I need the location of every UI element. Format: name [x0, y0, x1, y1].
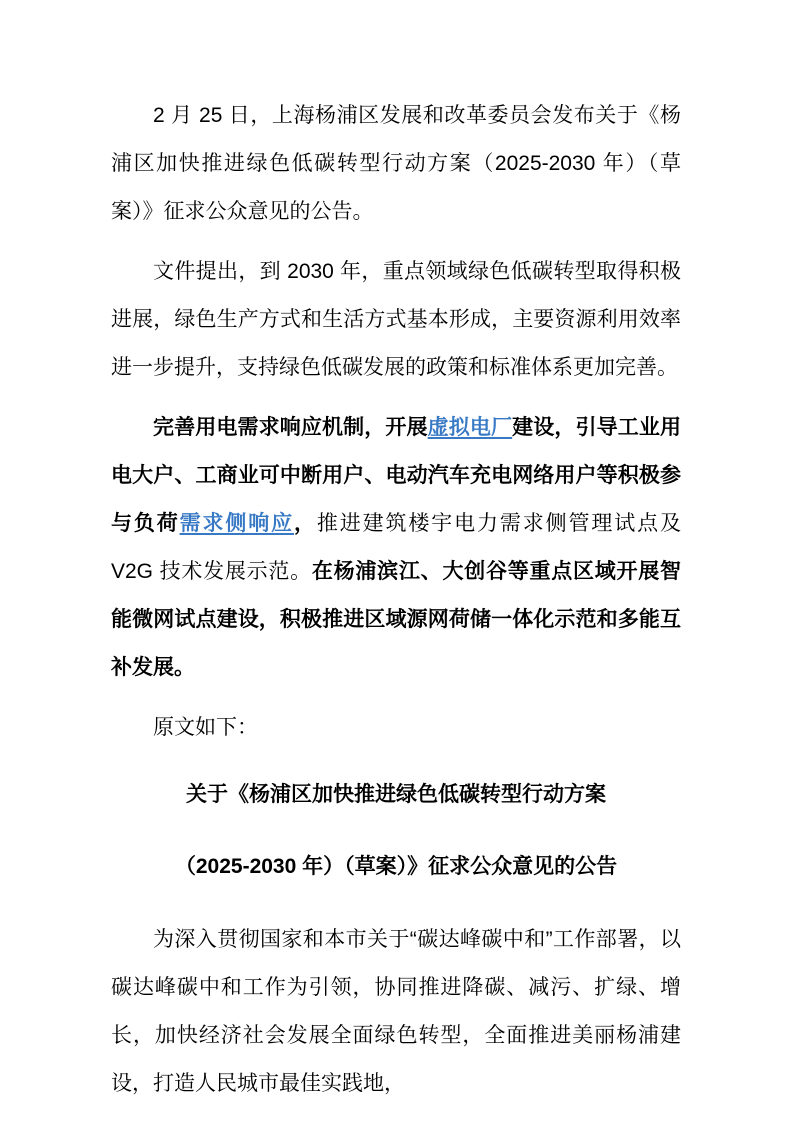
link-demand-side-response[interactable]: 需求侧响应 [179, 512, 294, 535]
paragraph-original-text-label: 原文如下： [153, 716, 258, 739]
paragraph-carbon-peak-preamble: 为深入贯彻国家和本市关于“碳达峰碳中和”工作部署，以碳达峰碳中和工作为引领，协同推进降碳、减污、扩绿、增长，加快经济社会发展全面绿色转型，全面推进美丽杨浦建设，打造人民城市最佳实践地， [111, 928, 681, 1095]
bold-text-users-participation: 建设，引导工业用电大户、工商业可中断用户、电动汽车充电网络用户等积极参与负荷 [111, 416, 681, 535]
paragraph-2030-goals: 文件提出，到 2030 年，重点领域绿色低碳转型取得积极进展，绿色生产方式和生活方式基本形成，主要资源利用效率进一步提升，支持绿色低碳发展的政策和标准体系更加完善。 [111, 260, 681, 379]
link-virtual-power-plant[interactable]: 虚拟电厂 [427, 416, 513, 439]
notice-title-line2: （2025-2030 年）（草案）》征求公众意见的公告 [174, 855, 618, 878]
notice-title-line1: 关于《杨浦区加快推进绿色低碳转型行动方案 [186, 783, 606, 806]
regular-text-v2g-demo: 推进建筑楼宇电力需求侧管理试点及 V2G 技术发展示范。 [111, 512, 681, 583]
bold-comma: ， [294, 512, 317, 535]
bold-text-microgrid-pilot: 在杨浦滨江、大创谷等重点区域开展智能微网试点建设，积极推进区域源网荷储一体化示范和多能互补发展。 [111, 560, 681, 679]
paragraph-announcement-intro: 2 月 25 日，上海杨浦区发展和改革委员会发布关于《杨浦区加快推进绿色低碳转型行动方案（2025-2030 年）（草案）》征求公众意见的公告。 [111, 104, 681, 223]
paragraph-demand-response-highlight [111, 404, 681, 692]
bold-text-demand-response-lead: 完善用电需求响应机制，开展 [153, 416, 428, 439]
